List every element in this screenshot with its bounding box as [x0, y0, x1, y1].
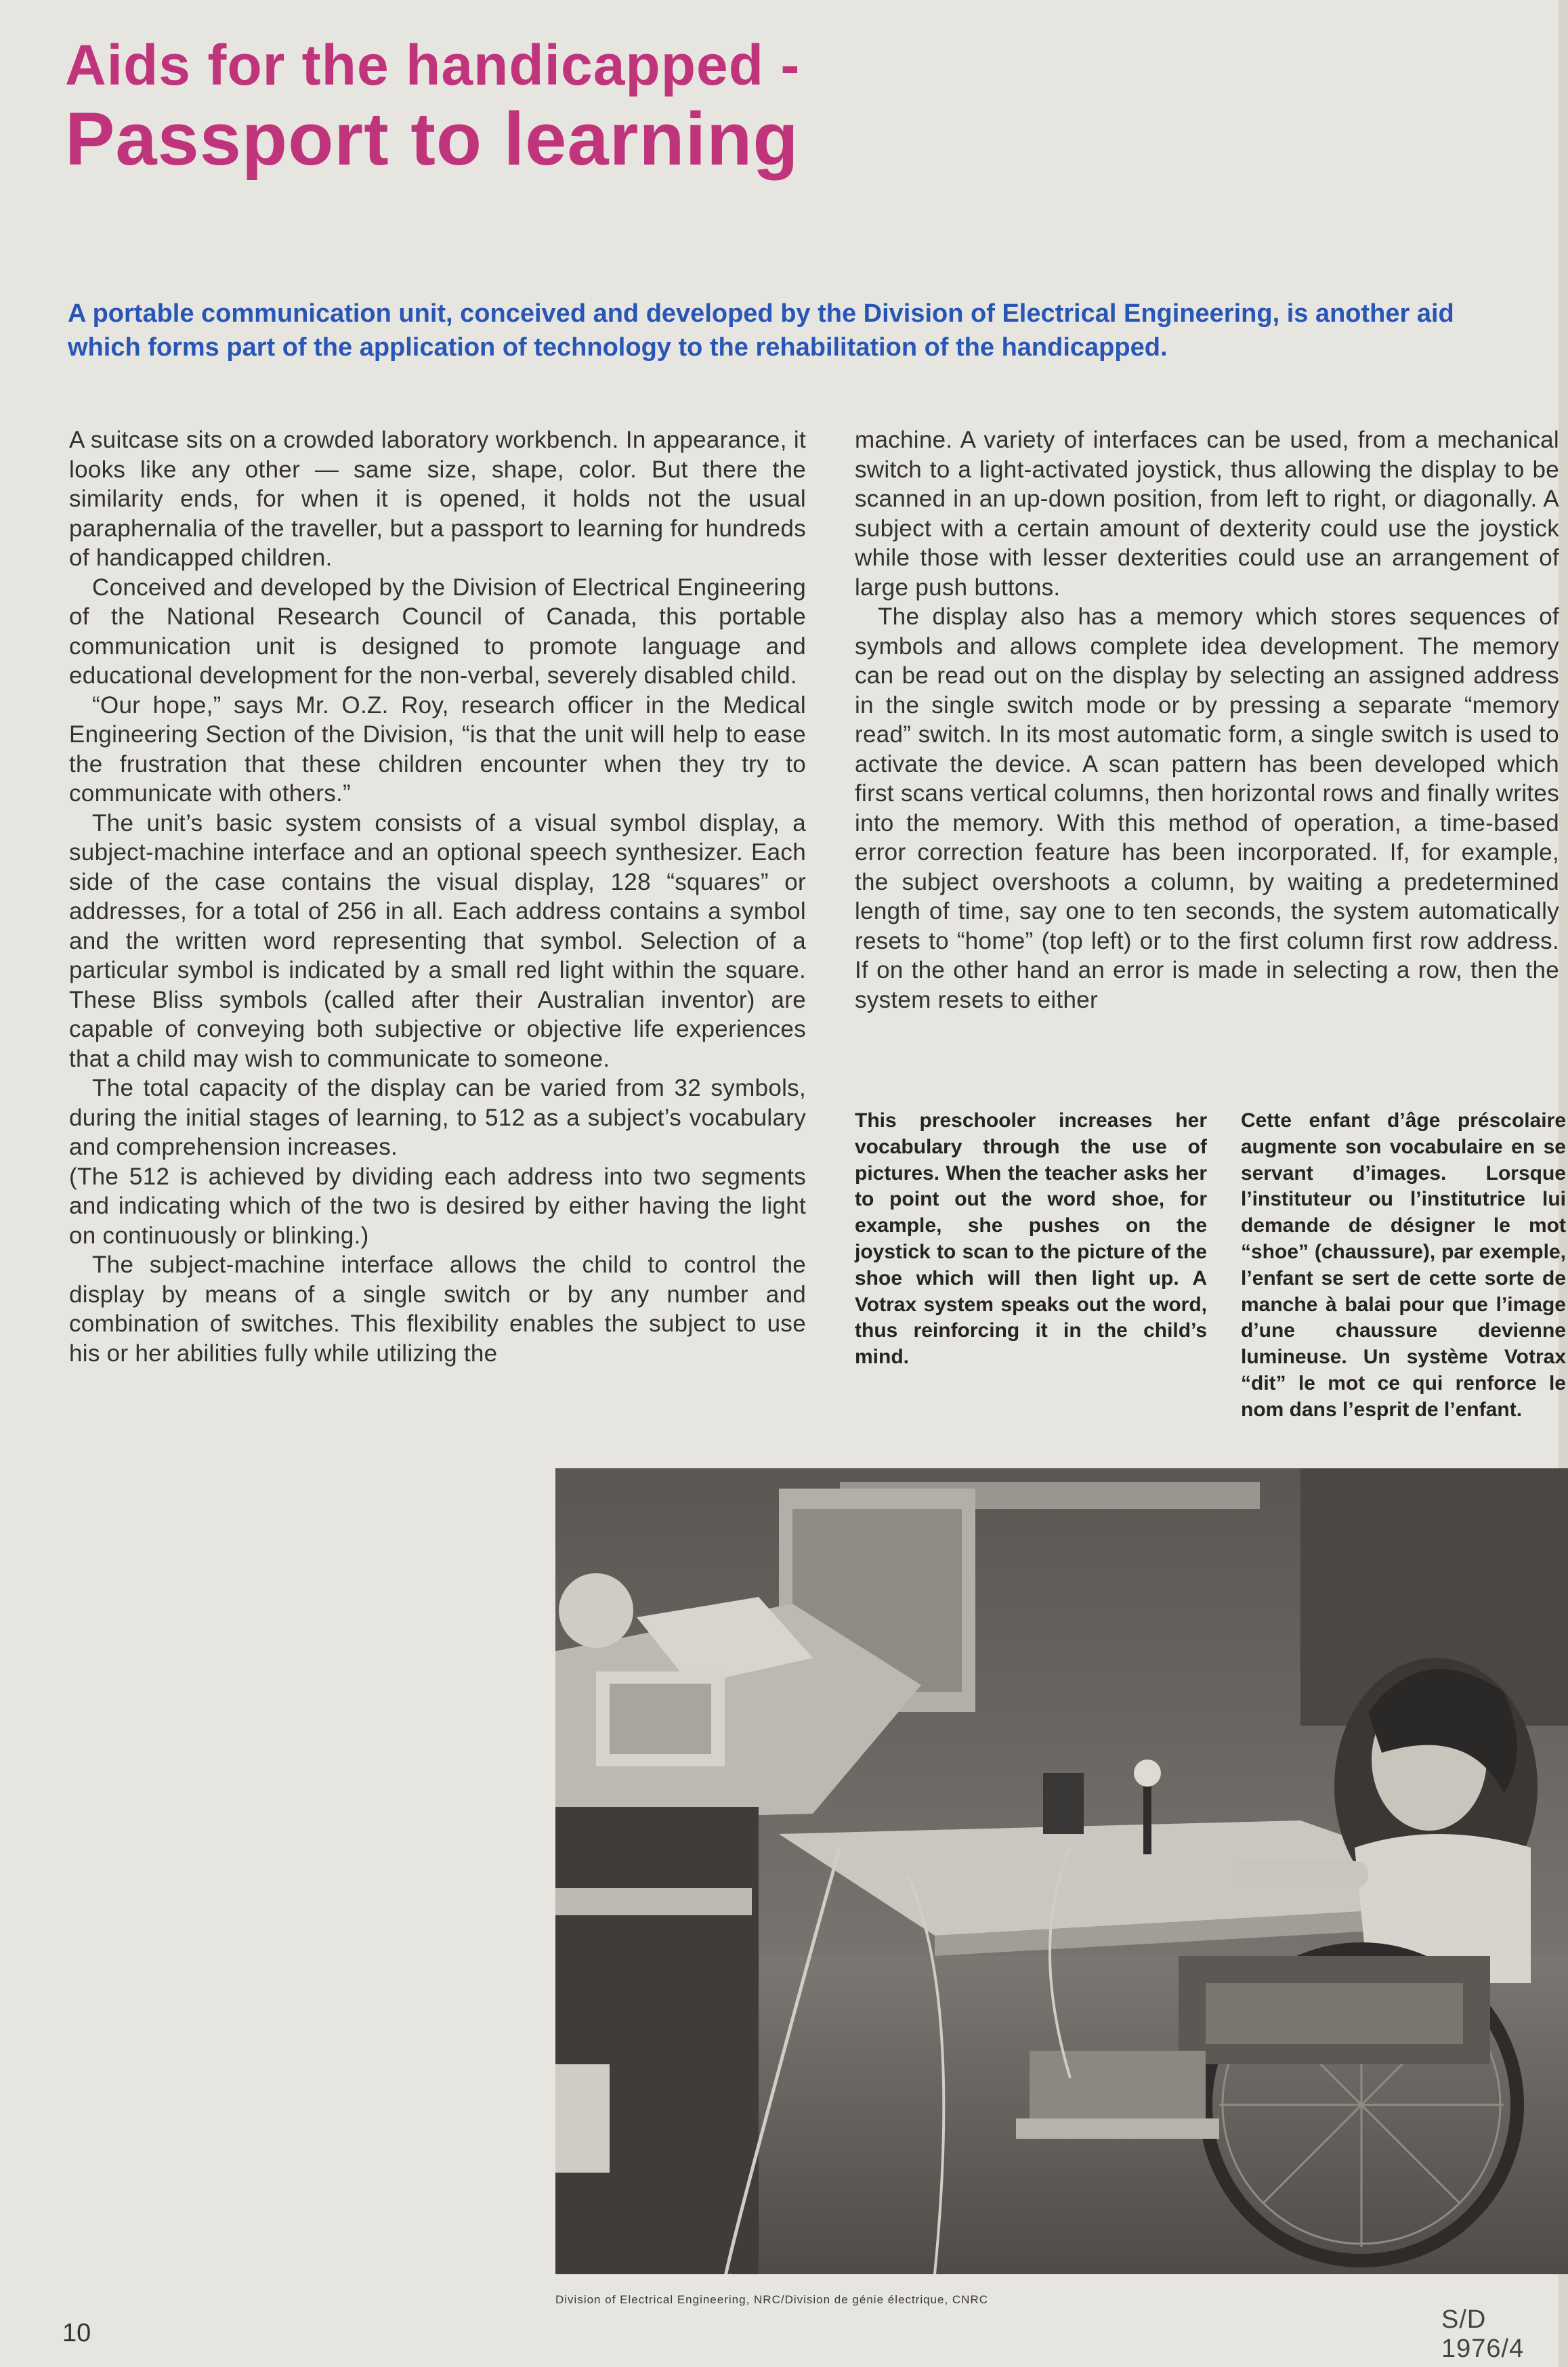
title-line-2: Passport to learning	[65, 98, 799, 181]
photo-caption-french: Cette enfant d’âge préscolaire augmente son vocabulaire en se servant d’images. Lorsque l’instituteur ou l’institutrice lui demande de désigner le mot “shoe” (chaussure), par exemple, l’enfant se sert de cette sorte de manche à balai pour que l’image d’une chaussure devienne lumineuse. Un système Votrax “dit” le mot ce qui renforce le nom dans l’esprit de l’enfant.	[1241, 1109, 1566, 1421]
paragraph: machine. A variety of interfaces can be used, from a mechanical switch to a light-activated joystick, thus allowing the display to be scanned in an up-down position, from left to right, or diagonally. A subject with a certain amount of dexterity could use the joystick while those with lesser dexterities could use an arrangement of large push buttons.	[855, 427, 1559, 601]
paragraph: A suitcase sits on a crowded laboratory workbench. In appearance, it looks like any other — same size, shape, color. But there the similarity ends, for when it is opened, it holds not the usual paraphernalia of the traveller, but a passport to learning for hundreds of handicapped children.	[69, 427, 806, 571]
photo-illustration	[555, 1468, 1568, 2274]
issue-label: S/D 1976/4	[1441, 2305, 1525, 2363]
title-line-1: Aids for the handicapped -	[65, 33, 801, 97]
article-column-left	[69, 425, 806, 1368]
page-number: 10	[62, 2319, 91, 2347]
photo-caption-english: This preschooler increases her vocabulary through the use of pictures. When the teacher asks her to point out the word shoe, for example, she pushes on the joystick to scan to the picture of the shoe which will then light up. A Votrax system speaks out the word, thus reinforcing it in the child’s mind.	[855, 1109, 1207, 1369]
article-title	[65, 33, 800, 182]
paragraph: “Our hope,” says Mr. O.Z. Roy, research officer in the Medical Engineering Section of the Division, “is that the unit will help to ease the frustration that these children encounter when they try to communicate with others.”	[69, 691, 806, 807]
paragraph: Conceived and developed by the Division of Electrical Engineering of the National Research Council of Canada, this portable communication unit is designed to promote language and educational development for the non-verbal, severely disabled child.	[69, 574, 806, 689]
paragraph: The unit’s basic system consists of a visual symbol display, a subject-machine interface and an optional speech synthesizer. Each side of the case contains the visual display, 128 “squares” or addresses, for a total of 256 in all. Each address contains a symbol and the written word representing that symbol. Selection of a particular symbol is indicated by a small red light within the square. These Bliss symbols (called after their Australian inventor) are capable of conveying both subjective or objective life experiences that a child may wish to communicate to someone.	[69, 809, 806, 1072]
paragraph: The subject-machine interface allows the child to control the display by means of a single switch or by any number and combination of switches. This flexibility enables the subject to use his or her abilities fully while utilizing the	[69, 1252, 806, 1367]
standfirst: A portable communication unit, conceived and developed by the Division of Electrical Engineering, is another aid which forms part of the application of technology to the rehabilitation of the handicapped.	[68, 299, 1454, 362]
photo-child-with-communication-unit	[555, 1468, 1568, 2274]
paragraph: The display also has a memory which stores sequences of symbols and allows complete idea development. The memory can be read out on the display by selecting an assigned address in the single switch mode or by pressing a separate “memory read” switch. In its most automatic form, a single switch is used to activate the device. A scan pattern has been developed which first scans vertical columns, then horizontal rows and finally writes into the memory. With this method of operation, a time-based error correction feature has been incorporated. If, for example, the subject overshoots a column, by waiting a predetermined length of time, say one to ten seconds, the system automatically resets to “home” (top left) or to the first column first row address. If on the other hand an error is made in selecting a row, then the system resets to either	[855, 603, 1559, 1013]
paragraph: (The 512 is achieved by dividing each address into two segments and indicating which of the two is desired by either having the light on continuously or blinking.)	[69, 1163, 806, 1249]
paragraph: The total capacity of the display can be varied from 32 symbols, during the initial stages of learning, to 512 as a subject’s vocabulary and comprehension increases.	[69, 1075, 806, 1160]
photo-credit: Division of Electrical Engineering, NRC/Division de génie électrique, CNRC	[555, 2293, 989, 2306]
article-column-right	[855, 425, 1559, 1015]
